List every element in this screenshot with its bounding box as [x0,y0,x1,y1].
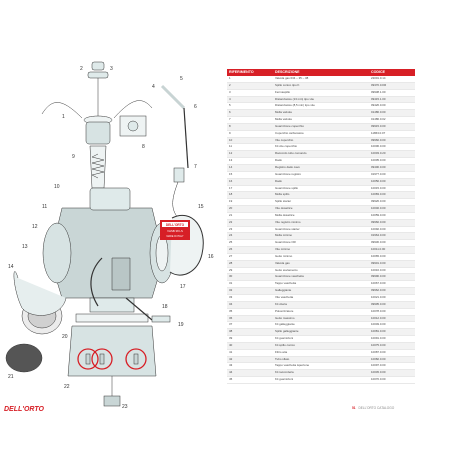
cell-code: 10065.0.00 [369,253,415,260]
callout-13: 13 [22,244,28,250]
table-row [227,103,415,110]
callout-23: 23 [122,404,128,410]
cell-code: 09915.0.00 [369,123,415,130]
svg-text:DELL'ORTO: DELL'ORTO [165,223,185,227]
cell-desc: Registro dado cavo [273,164,369,171]
cell-ref: 36 [227,315,273,322]
page-number: 51 [352,406,356,410]
cell-code: 09400.0.00 [369,164,415,171]
header-code: CODICE [369,69,415,76]
cell-ref: 9 [227,130,273,137]
callout-17: 17 [180,284,186,290]
svg-text:VHSB 38 LS: VHSB 38 LS [167,229,183,233]
cell-ref: 21 [227,212,273,219]
cell-code: 09962.0.00 [369,288,415,295]
cell-desc: Tappo vaschetta ispezione [273,363,369,370]
cell-code: 09938.1.00 [369,89,415,96]
cell-ref: 18 [227,192,273,199]
table-row [227,151,415,158]
table-row [227,171,415,178]
cell-ref: 34 [227,301,273,308]
cell-desc: Molla valvola [273,117,369,124]
cell-code: 01486.0.00 [369,110,415,117]
table-row [227,164,415,171]
callout-9: 9 [72,154,75,160]
table-row [227,144,415,151]
table-row [227,288,415,295]
cell-ref: 5 [227,103,273,110]
cell-code: 10097.0.00 [369,363,415,370]
cell-desc: Guarnizione vaschetta [273,274,369,281]
cell-code: 10070.0.00 [369,377,415,384]
table-row [227,363,415,370]
callout-4: 4 [152,84,155,90]
cell-desc: Fermaspillo [273,89,369,96]
cell-desc: Vite vaschetta [273,295,369,302]
cell-desc: Polverizzatore [273,308,369,315]
cell-ref: 19 [227,199,273,206]
cell-code: 10011.0.00 [369,247,415,254]
cell-desc: Molla valvola [273,110,369,117]
cell-desc: Distanziatore (8,5 min) tipo vite [273,103,369,110]
header-desc: DESCRIZIONE [273,69,369,76]
cell-code: 10046.0.00 [369,206,415,213]
cell-desc: Getto massimo [273,315,369,322]
cell-ref: 20 [227,206,273,213]
cell-code: 09960.0.00 [369,219,415,226]
cell-ref: 16 [227,178,273,185]
cell-desc: Kit guarnizioni [273,377,369,384]
table-row [227,267,415,274]
cell-ref: 17 [227,185,273,192]
table-row [227,219,415,226]
cell-code: 09930.0.00 [369,240,415,247]
catalog-name: DELL'ORTO CATALOGO [358,406,395,410]
table-row [227,356,415,363]
cell-code: 09415.1.00 [369,96,415,103]
cell-desc: Valvola gas 034 – 35 – 38 [273,76,369,82]
cell-ref: 41 [227,349,273,356]
cell-code: 10059.0.00 [369,212,415,219]
cell-code: 10016.0.00 [369,267,415,274]
callout-3: 3 [110,66,113,72]
cell-desc: Vite minimo [273,247,369,254]
cell-desc: Vite coperchio [273,137,369,144]
cell-code: 10078.0.00 [369,308,415,315]
cell-code: 10067.0.00 [369,281,415,288]
cell-code: 09901.0.00 [369,260,415,267]
cell-ref: 2 [227,82,273,89]
table-row [227,178,415,185]
cell-ref: 24 [227,233,273,240]
callout-14: 14 [8,264,14,270]
table-row [227,370,415,377]
cell-ref: 27 [227,253,273,260]
header-ref: RIFERIMENTO [227,69,273,76]
cell-ref: 31 [227,281,273,288]
cell-ref: 45 [227,377,273,384]
table-row [227,342,415,349]
cell-ref: 42 [227,356,273,363]
callout-11: 11 [42,204,48,210]
cell-ref: 12 [227,151,273,158]
cell-desc: Kit raccorderia [273,370,369,377]
cell-ref: 40 [227,342,273,349]
cell-code: 09905.0.00 [369,301,415,308]
cell-desc: Valvola gas [273,260,369,267]
cell-code: 10092.0.00 [369,226,415,233]
cell-code: 09426.0.00 [369,103,415,110]
cell-code: 09990.0.00 [369,274,415,281]
table-row [227,226,415,233]
cell-code: 01964.0.00 [369,233,415,240]
table-row [227,130,415,137]
cell-code: 10049.0.00 [369,322,415,329]
svg-text:DELL'ORTO: DELL'ORTO [4,406,44,413]
callout-15: 15 [198,204,204,210]
cell-ref: 30 [227,274,273,281]
table-row [227,233,415,240]
cell-code: 01486.0.02 [369,117,415,124]
cell-code: 10012.0.00 [369,315,415,322]
cell-desc: Dado [273,158,369,165]
table-row [227,137,415,144]
cell-desc: Distanziatore (13 min) tipo vite [273,96,369,103]
table-row [227,82,415,89]
cell-code: 10075.0.00 [369,342,415,349]
cell-code: 10091.0.00 [369,336,415,343]
table-row [227,199,415,206]
callout-18: 18 [162,304,168,310]
table-row [227,117,415,124]
cell-ref: 37 [227,322,273,329]
cell-desc: Kit galleggiante [273,322,369,329]
cell-desc: Guarnizione starter [273,226,369,233]
parts-table-body [227,76,415,383]
cell-ref: 1 [227,76,273,82]
cell-desc: Getto avviamento [273,267,369,274]
cell-desc: Molla spillo [273,192,369,199]
table-row [227,329,415,336]
page-footer [352,406,394,410]
cell-desc: Raccordo tubo comando [273,151,369,158]
exploded-carburetor-diagram [2,58,228,413]
table-row [227,96,415,103]
cell-desc: Guarnizione coperchio [273,123,369,130]
table-row [227,212,415,219]
cell-ref: 8 [227,123,273,130]
cell-code: 10087.0.00 [369,349,415,356]
table-row [227,349,415,356]
cell-code: 10050.0.00 [369,178,415,185]
cell-code: 09926.0.00 [369,199,415,206]
table-row [227,295,415,302]
cell-ref: 29 [227,267,273,274]
cell-ref: 14 [227,164,273,171]
table-row [227,377,415,384]
cell-ref: 28 [227,260,273,267]
cell-code: 10045.0.00 [369,370,415,377]
table-row [227,301,415,308]
cell-ref: 33 [227,295,273,302]
callout-2: 2 [80,66,83,72]
cell-desc: Kit guarnizioni [273,336,369,343]
table-row [227,192,415,199]
table-row [227,158,415,165]
cell-desc: Coperchio carburatore [273,130,369,137]
cell-desc: Tubo sfiato [273,356,369,363]
table-row [227,260,415,267]
cell-code: 11863.0.07 [369,130,415,137]
cell-desc: Molla dosatrice [273,212,369,219]
cell-ref: 26 [227,247,273,254]
cell-code: 10083.0.00 [369,192,415,199]
callout-10: 10 [54,184,60,190]
cell-ref: 25 [227,240,273,247]
callout-12: 12 [32,224,38,230]
cell-ref: 38 [227,329,273,336]
cell-desc: Kit vite coperchio [273,144,369,151]
cell-desc: Kit spillo conico [273,342,369,349]
cell-ref: 11 [227,144,273,151]
cell-ref: 10 [227,137,273,144]
cell-desc: Guarnizione spillo [273,185,369,192]
cell-desc: Galleggiante [273,288,369,295]
cell-desc: Filtro aria [273,349,369,356]
parts-table-header [227,69,415,76]
cell-ref: 22 [227,219,273,226]
cell-desc: Vite dosatrice [273,206,369,213]
cell-ref: 35 [227,308,273,315]
table-row [227,253,415,260]
table-row [227,308,415,315]
cell-ref: 6 [227,110,273,117]
callout-22: 22 [64,384,70,390]
cell-ref: 7 [227,117,273,124]
cell-ref: 4 [227,96,273,103]
callout-21: 21 [8,374,14,380]
cell-ref: 39 [227,336,273,343]
cell-code: 09370.0.KR [369,82,415,89]
callout-19: 19 [178,322,184,328]
cell-ref: 3 [227,89,273,96]
callout-6: 6 [194,104,197,110]
table-row [227,123,415,130]
table-row [227,185,415,192]
cell-ref: 13 [227,158,273,165]
cell-code: 10005.0.00 [369,158,415,165]
cell-desc: Tappo vaschetta [273,281,369,288]
cell-desc: Kit viteria [273,301,369,308]
callout-16: 16 [208,254,214,260]
table-row [227,274,415,281]
table-row [227,336,415,343]
cell-code: 10006.0.00 [369,144,415,151]
cell-ref: 15 [227,171,273,178]
parts-table [227,69,415,384]
table-row [227,206,415,213]
table-row [227,89,415,96]
cell-desc: Vite registro minimo [273,219,369,226]
cell-code: 10082.0.00 [369,356,415,363]
cell-code: 01977.0.00 [369,171,415,178]
cell-code: 10003.0.20 [369,151,415,158]
table-row [227,247,415,254]
cell-ref: 32 [227,288,273,295]
cell-desc: Dado [273,178,369,185]
cell-desc: Guarnizione registro [273,171,369,178]
cell-desc: Getto minimo [273,253,369,260]
cell-desc: Guarnizione OR [273,240,369,247]
callout-7: 7 [194,164,197,170]
table-row [227,110,415,117]
carburetor-label [160,220,190,240]
callout-20: 20 [62,334,68,340]
cell-desc: Spillo starter [273,199,369,206]
callout-8: 8 [142,144,145,150]
callout-1: 1 [62,114,65,120]
table-row [227,281,415,288]
cell-code: 09960.0.00 [369,137,415,144]
cell-code: 10015.0.00 [369,185,415,192]
cell-desc: Spillo conico tipo K [273,82,369,89]
cell-ref: 44 [227,370,273,377]
table-row [227,240,415,247]
table-row [227,315,415,322]
svg-text:MADE IN ITALY: MADE IN ITALY [166,235,184,238]
cell-code: 22001.0.14 [369,76,415,82]
cell-ref: 43 [227,363,273,370]
cell-desc: Molla minimo [273,233,369,240]
cell-desc: Spillo galleggiante [273,329,369,336]
cell-code: 10081.0.00 [369,329,415,336]
cell-code: 10021.0.00 [369,295,415,302]
callout-5: 5 [180,76,183,82]
cell-ref: 23 [227,226,273,233]
brand-logo [4,403,44,413]
table-row [227,322,415,329]
